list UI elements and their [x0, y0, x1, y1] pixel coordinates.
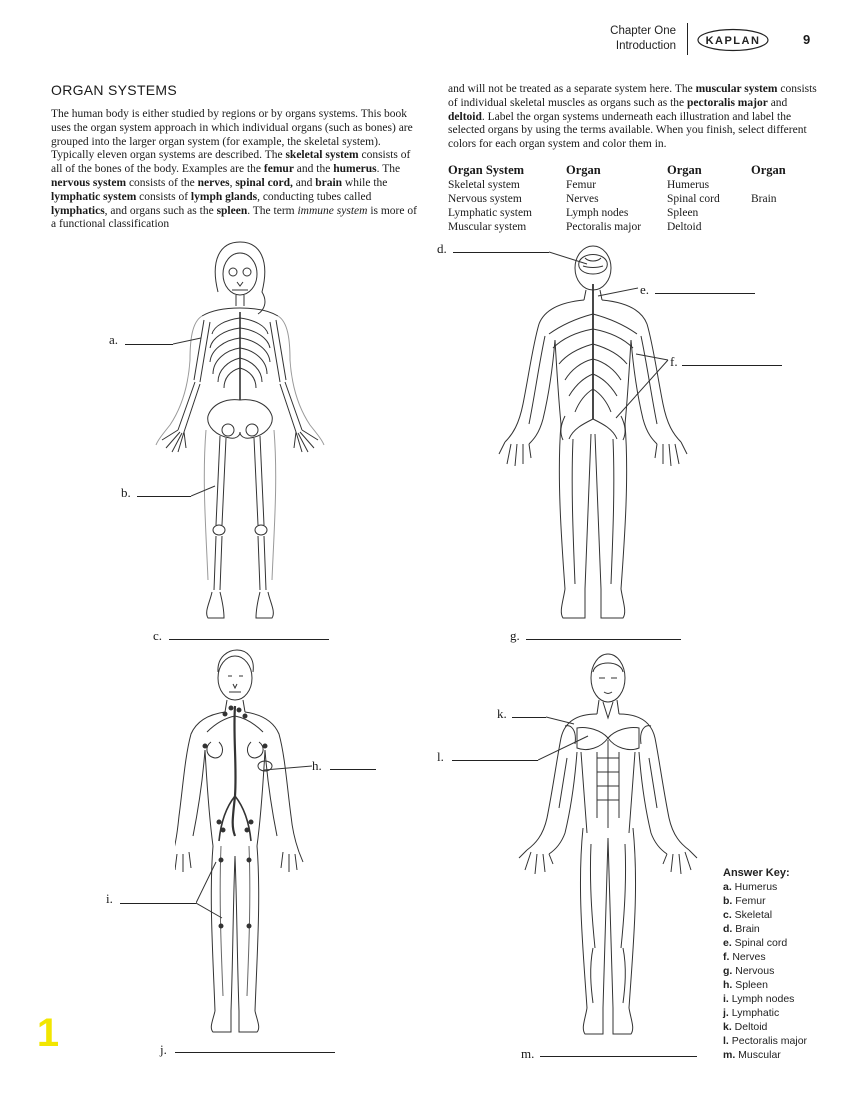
chapter-title: Chapter One: [610, 25, 676, 37]
answer-key-letter: a.: [723, 881, 732, 893]
paragraph-run: and will not be treated as a separate system here. The: [448, 83, 696, 95]
label-k: k.: [497, 706, 507, 721]
table-header-cell: Organ System: [448, 163, 525, 177]
paragraph-run: lymph glands: [190, 190, 258, 203]
label-c: c.: [153, 628, 163, 643]
corner-mark-text: 1: [36, 1011, 60, 1050]
lymphatic-system-figure: [175, 646, 345, 1036]
pointer-line-a: [173, 335, 203, 347]
table-cell: Skeletal system: [448, 179, 520, 191]
answer-key-item: [723, 950, 807, 964]
paragraph-run: spinal cord,: [235, 176, 293, 189]
answer-key-letter: i.: [723, 993, 729, 1005]
answer-key-item: [723, 964, 807, 978]
answer-key-text: Spleen: [732, 979, 768, 991]
answer-blank-l[interactable]: [452, 760, 538, 761]
answer-key: [723, 866, 807, 1062]
paragraph-run: muscular system: [695, 83, 778, 95]
answer-key-letter: e.: [723, 937, 732, 949]
paragraph-run: consists of individual skeletal muscles as organs such as the: [448, 83, 817, 109]
answer-key-text: Femur: [732, 895, 766, 907]
answer-key-text: Lymphatic: [728, 1007, 780, 1019]
label-l: l.: [437, 749, 444, 764]
answer-blank-i[interactable]: [120, 903, 196, 904]
paragraph-run: while the: [342, 176, 388, 189]
answer-key-text: Nerves: [729, 951, 766, 963]
answer-key-letter: f.: [723, 951, 730, 963]
label-b: b.: [121, 485, 131, 500]
paragraph-run: and: [767, 96, 788, 109]
answer-key-text: Brain: [732, 923, 760, 935]
answer-key-letter: l.: [723, 1035, 729, 1047]
answer-key-text: Lymph nodes: [728, 993, 795, 1005]
table-cell: Nerves: [566, 193, 599, 205]
table-cell: [751, 220, 811, 234]
answer-key-letter: m.: [723, 1049, 736, 1061]
answer-key-title: Answer Key:: [723, 867, 790, 879]
answer-key-text: Skeletal: [731, 909, 773, 921]
answer-key-letter: c.: [723, 909, 732, 921]
paragraph-run: nervous system: [51, 176, 127, 189]
paragraph-run: deltoid: [448, 110, 482, 123]
answer-key-text: Pectoralis major: [728, 1035, 808, 1047]
answer-key-item: [723, 1006, 807, 1020]
paragraph-run: spleen: [216, 204, 248, 217]
organ-table-header: [448, 163, 811, 178]
answer-key-letter: j.: [723, 1007, 729, 1019]
table-cell: Muscular system: [448, 221, 527, 233]
label-h: h.: [312, 758, 322, 773]
paragraph-run: nerves: [197, 176, 230, 189]
answer-key-letter: b.: [723, 895, 733, 907]
pointer-line-e: [596, 284, 640, 300]
paragraph-run: . The term: [247, 204, 298, 217]
paragraph-run: humerus: [333, 163, 377, 176]
table-cell: Nervous system: [448, 193, 522, 205]
answer-blank-a[interactable]: [125, 344, 173, 345]
label-f: f.: [670, 354, 678, 369]
paragraph-run: is more of a functional classification: [51, 204, 417, 231]
paragraph-run: pectoralis major: [687, 96, 768, 109]
answer-key-item: [723, 922, 807, 936]
pointer-line-l: [538, 732, 590, 762]
page-number: 9: [803, 32, 811, 47]
paragraph-run: , conducting tubes called: [257, 190, 372, 203]
answer-key-item: [723, 992, 807, 1006]
answer-key-item: [723, 1034, 807, 1048]
answer-key-text: Humerus: [731, 881, 778, 893]
intro-paragraph-left: [51, 108, 421, 232]
pointer-line-k: [546, 714, 576, 728]
paragraph-run: femur: [263, 163, 294, 176]
muscular-system-figure: [513, 648, 703, 1038]
label-e: e.: [640, 282, 650, 297]
answer-key-item: [723, 1048, 807, 1062]
answer-key-item: [723, 978, 807, 992]
kaplan-logo: [697, 28, 769, 52]
answer-key-letter: k.: [723, 1021, 732, 1033]
paragraph-run: skeletal system: [285, 149, 359, 162]
paragraph-run: consists of: [136, 190, 191, 203]
section-heading: ORGAN SYSTEMS: [51, 82, 178, 98]
table-cell: Spinal cord: [667, 193, 720, 205]
table-row: [448, 192, 811, 206]
answer-blank-e[interactable]: [655, 293, 755, 294]
answer-blank-h[interactable]: [330, 769, 376, 770]
paragraph-run: lymphatics: [51, 204, 105, 217]
right-paragraph-text: [448, 83, 818, 152]
answer-key-text: Deltoid: [731, 1021, 768, 1033]
answer-key-item: [723, 936, 807, 950]
answer-blank-j[interactable]: [175, 1052, 335, 1053]
table-row: [448, 220, 811, 234]
paragraph-run: . The: [376, 163, 401, 176]
label-m: m.: [521, 1046, 535, 1061]
table-header-cell: Organ: [566, 163, 601, 177]
table-cell: Brain: [751, 193, 777, 205]
answer-key-item: [723, 1020, 807, 1034]
pointer-line-i: [196, 860, 226, 920]
answer-blank-d[interactable]: [453, 252, 549, 253]
paragraph-run: , and organs such as the: [104, 204, 217, 217]
pointer-line-b: [191, 484, 217, 498]
paragraph-run: ,: [229, 176, 236, 189]
table-cell: Femur: [566, 179, 597, 191]
label-g: g.: [510, 628, 520, 643]
table-cell: Pectoralis major: [566, 221, 642, 233]
table-cell: Deltoid: [667, 221, 702, 233]
label-a: a.: [109, 332, 119, 347]
organ-table: [448, 163, 811, 234]
paragraph-run: . Label the organ systems underneath each illustration and label the selected organs by using the terms available. When you finish, select different colors for each organ system and color them in.: [448, 110, 807, 151]
pointer-line-d: [549, 248, 589, 268]
table-header-cell: Organ: [667, 163, 702, 177]
answer-key-text: Nervous: [732, 965, 775, 977]
paragraph-run: consists of the: [126, 176, 198, 189]
answer-blank-b[interactable]: [137, 496, 191, 497]
table-row: [448, 206, 811, 220]
answer-key-item: [723, 880, 807, 894]
table-cell: Lymphatic system: [448, 207, 533, 219]
answer-key-letter: d.: [723, 923, 733, 935]
paragraph-run: and: [292, 176, 316, 189]
header-divider: [687, 23, 688, 55]
page-header: [0, 0, 846, 70]
label-i: i.: [106, 891, 113, 906]
paragraph-run: lymphatic system: [51, 190, 137, 203]
label-d: d.: [437, 241, 447, 256]
table-header-cell: Organ: [751, 163, 786, 177]
answer-key-letter: h.: [723, 979, 733, 991]
label-j: j.: [160, 1042, 167, 1057]
answer-key-text: Muscular: [735, 1049, 781, 1061]
answer-blank-c[interactable]: [169, 639, 329, 640]
table-cell: [751, 178, 811, 192]
skeletal-system-figure: [140, 240, 340, 625]
paragraph-run: brain: [315, 176, 343, 189]
answer-key-text: Spinal cord: [731, 937, 788, 949]
table-cell: Spleen: [667, 207, 699, 219]
nervous-system-figure: [493, 244, 693, 624]
pointer-line-f: [610, 350, 670, 422]
pointer-line-h: [262, 758, 314, 776]
table-cell: Lymph nodes: [566, 207, 629, 219]
answer-key-item: [723, 894, 807, 908]
brand-text: KAPLAN: [705, 35, 761, 47]
answer-blank-m[interactable]: [540, 1056, 697, 1057]
answer-key-letter: g.: [723, 965, 733, 977]
table-cell: Humerus: [667, 179, 710, 191]
chapter-info: [610, 24, 676, 54]
left-paragraph-text: [51, 108, 421, 232]
corner-page-mark: [36, 1010, 60, 1050]
answer-blank-g[interactable]: [526, 639, 681, 640]
intro-paragraph-right: [448, 83, 818, 152]
paragraph-run: The human body is either studied by regions or by organs systems. This book uses the organ system approach in which individual organs (such as bones) are grouped into the larger organ system (for example, the skeletal system). Typically eleven organ systems are described. The: [51, 108, 413, 162]
paragraph-run: immune system: [297, 204, 368, 217]
table-cell: [751, 206, 811, 220]
answer-key-list: [723, 880, 807, 1062]
table-row: [448, 178, 811, 192]
answer-key-item: [723, 908, 807, 922]
paragraph-run: and the: [293, 163, 334, 176]
paragraph-run: consists of all of the bones of the body. Examples are the: [51, 149, 411, 176]
section-title: Introduction: [615, 40, 676, 52]
answer-blank-f[interactable]: [682, 365, 782, 366]
answer-blank-k[interactable]: [512, 717, 546, 718]
